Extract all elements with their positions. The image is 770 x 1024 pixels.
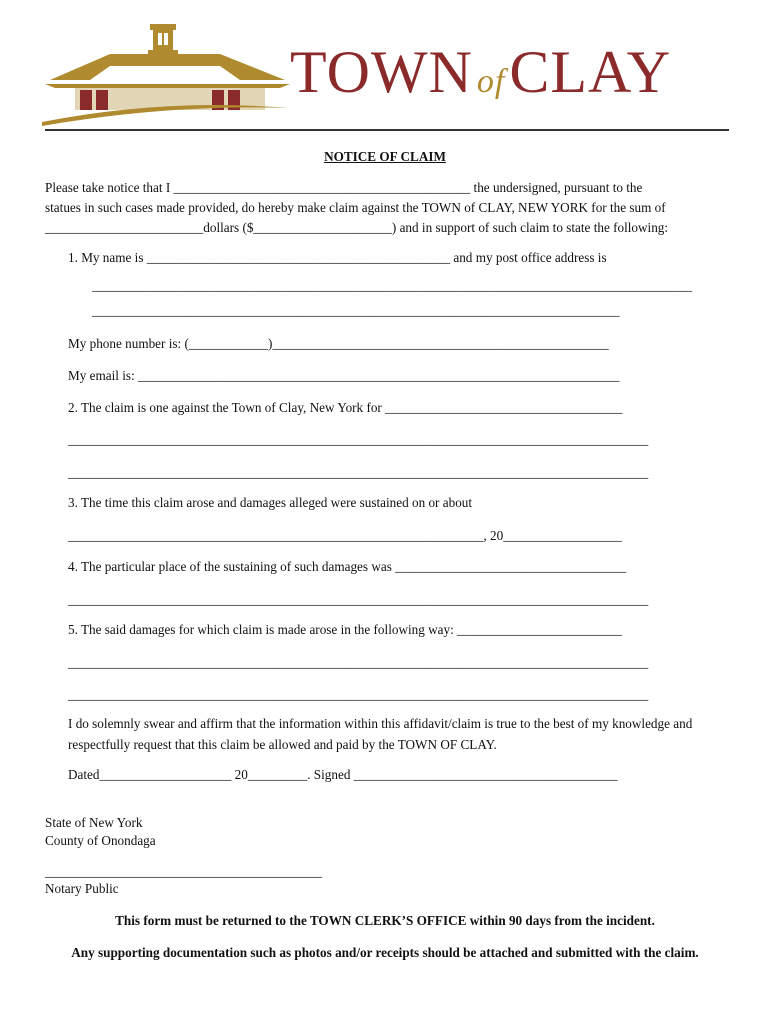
documentation-notice: Any supporting documentation such as photos and/or receipts should be attached and submitted with the claim. (71, 945, 699, 960)
item-2-claim: 2. The claim is one against the Town of Clay, New York for ____________________________________ (68, 400, 623, 415)
item-5-line-1: ________________________________________________________________________________________ (68, 655, 649, 670)
header-divider (45, 129, 729, 131)
item-1-name: 1. My name is ______________________________________________ and my post office address is (68, 250, 607, 265)
logo-word-of: of (476, 63, 506, 100)
address-line-2: ________________________________________________________________________________ (92, 303, 620, 318)
intro-line-3: ________________________dollars ($_____________________) and in support of such claim to state the following: (45, 220, 669, 235)
item-4-line: ________________________________________________________________________________________ (68, 592, 649, 607)
logo-word-clay: CLAY (509, 39, 672, 105)
email-field: My email is: _________________________________________________________________________ (68, 368, 620, 383)
item-5-damages: 5. The said damages for which claim is made arose in the following way: _________________________ (68, 622, 622, 637)
return-notice: This form must be returned to the TOWN CLERK’S OFFICE within 90 days from the incident. (115, 913, 655, 928)
notary-label: Notary Public (45, 881, 119, 896)
intro-line-2: statues in such cases made provided, do hereby make claim against the TOWN of CLAY, NEW YORK for the sum of (45, 200, 666, 215)
county-label: County of Onondaga (45, 833, 156, 848)
logo-word-town: TOWN (290, 39, 473, 105)
item-2-line-1: ________________________________________________________________________________________ (68, 432, 649, 447)
item-2-line-2: ________________________________________________________________________________________ (68, 465, 649, 480)
state-label: State of New York (45, 815, 143, 830)
item-4-place: 4. The particular place of the sustaining of such damages was ___________________________________ (68, 559, 626, 574)
phone-field: My phone number is: (____________)___________________________________________________ (68, 336, 609, 351)
item-3-date-line: _______________________________________________________________, 20__________________ (68, 528, 622, 543)
address-line-1: ___________________________________________________________________________________________ (92, 278, 693, 293)
dated-signed-line: Dated____________________ 20_________. Signed ________________________________________ (68, 767, 618, 782)
town-of-clay-logo (290, 40, 671, 114)
item-3-time: 3. The time this claim arose and damages alleged were sustained on or about (68, 495, 473, 510)
page-title: NOTICE OF CLAIM (324, 149, 446, 164)
notary-signature-line: __________________________________________ (45, 864, 322, 879)
oath-line-1: I do solemnly swear and affirm that the information within this affidavit/claim is true to the best of my knowledge and (68, 716, 693, 731)
town-hall-logo-icon (40, 18, 290, 128)
oath-line-2: respectfully request that this claim be allowed and paid by the TOWN OF CLAY. (68, 737, 497, 752)
item-5-line-2: ________________________________________________________________________________________ (68, 687, 649, 702)
intro-line-1: Please take notice that I _____________________________________________ the undersigned, pursuant to the (45, 180, 643, 195)
